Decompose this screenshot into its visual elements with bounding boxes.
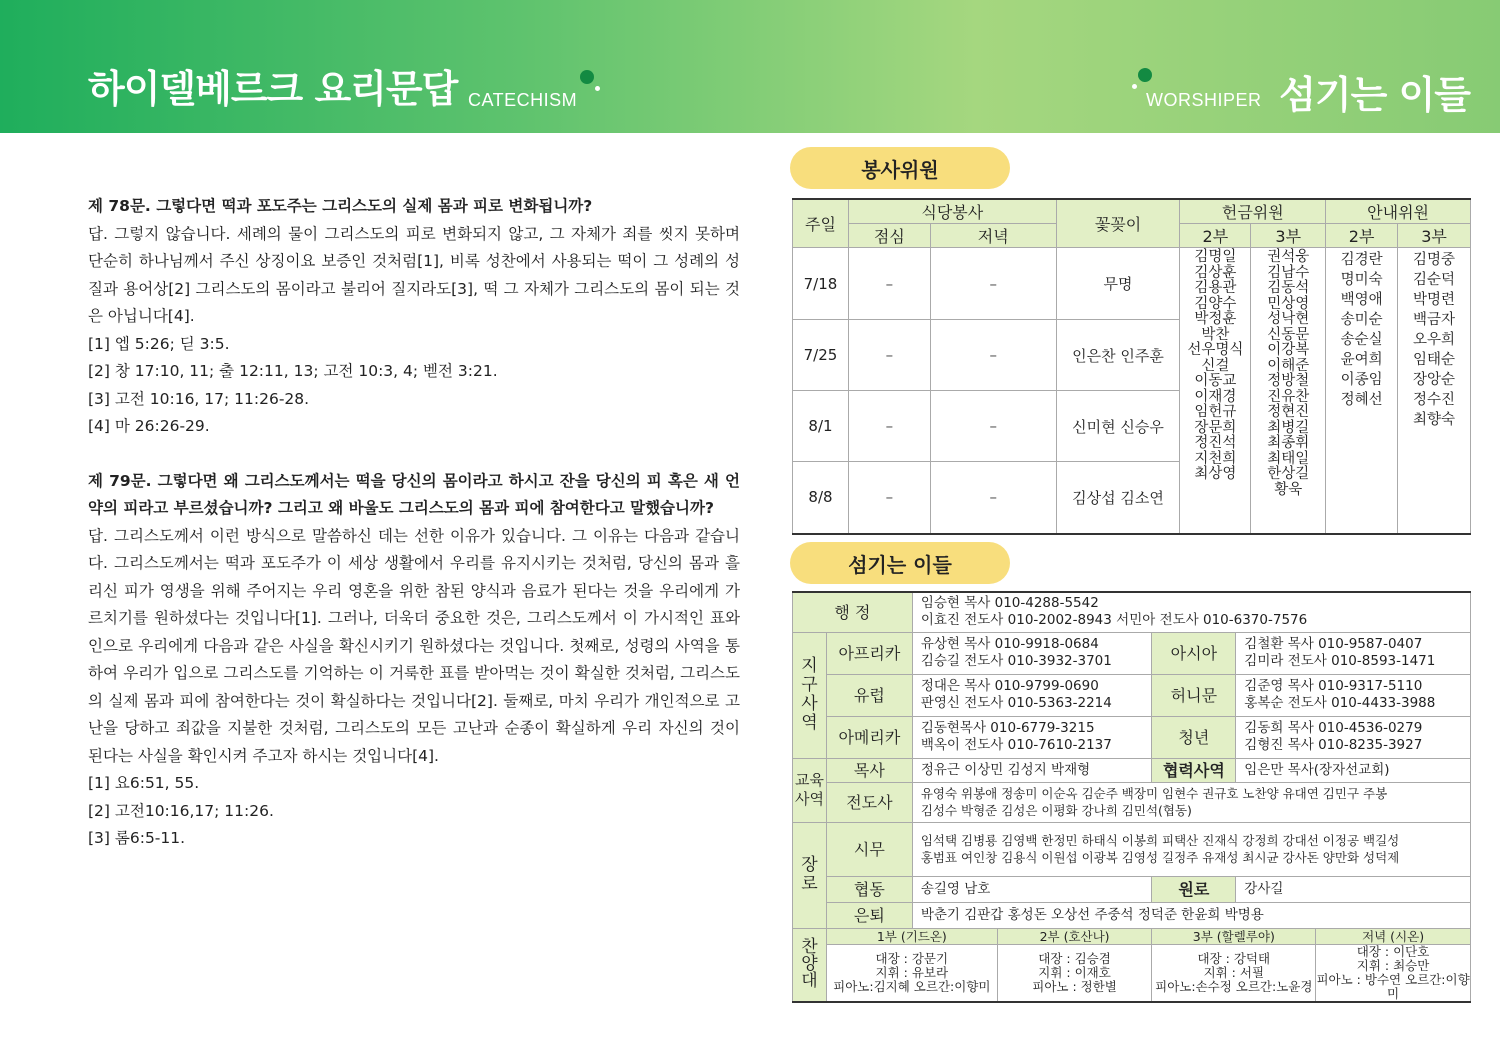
choir-conductor: 지휘 : 최승만	[1356, 957, 1430, 973]
contact-line: 김형진 목사 010-8235-3927	[1244, 737, 1423, 753]
reference: [2] 고전10:16,17; 11:26.	[88, 801, 274, 820]
catechism-subtitle: CATECHISM	[468, 90, 578, 110]
catechism-title: 하이델베르크 요리문답	[88, 67, 458, 111]
answer-78: 답. 그렇지 않습니다. 세례의 물이 그리스도의 피로 변화되지 않고, 그 자체가 죄를 씻지 못하며 단순히 하나님께서 주신 상징이요 보증인 것처럼[1], 비록 성찬에서 사용되는 떡이 그 성례의 성질과 용어상[2] 그리스도의 몸이라고 불리어 질지라도[3], 떡 그 자체가 그리스도의 몸이 되는 것은 아닙니다[4].	[88, 224, 740, 325]
coop-elder-names: 송길영 남호	[912, 876, 1152, 902]
header-part3: 3부	[1251, 224, 1326, 248]
usher-part3-names: 김명중 김순덕 박명련 백금자 오우희 임태순 장앙순 정수진 최향숙	[1398, 248, 1471, 534]
green-dot-icon	[580, 70, 594, 84]
row-date: 8/1	[793, 391, 849, 462]
reference: [1] 요6:51, 55.	[88, 774, 200, 792]
header-offering: 헌금위원	[1180, 199, 1326, 224]
contact-line: 김승길 전도사 010-3932-3701	[920, 653, 1112, 669]
evangelist-label: 전도사	[826, 782, 912, 822]
header-dinner: 저녁	[930, 224, 1056, 248]
answer-79: 답. 그리스도께서 이런 방식으로 말씀하신 데는 선한 이유가 있습니다. 그 이유는 다음과 같습니다. 그리스도께서는 떡과 포도주가 이 세상 생활에서 우리를 유지시키는 것처럼, 당신의 몸과 흘리신 피가 영생을 위해 주어지는 우리 영혼을 위한 참된 양식과 음료가 된다는 것을 우리에게 가르치기를 원하셨다는 것입니다[1]. 그러나, 더욱더 중요한 것은, 그리스도께서 이 가시적인 표와 인으로 우리에게 다음과 같은 사실을 확신시키기 원하셨다는 것입니다. 첫째로, 성령의 사역을 통하여 우리가 입으로 그리스도를 기억하는 이 거룩한 표를 받아먹는 것이 확실한 것처럼, 그리스도의 실제 몸과 피에 참여한다는 것이 확실하다는 것입니다[2]. 둘째로, 마치 우리가 개인적으로 고난을 당하고 죄값을 지불한 것처럼, 그리스도의 모든 고난과 순종이 확실하게 우리 자신의 것이 된다는 사실을 확인시켜 주고자 하시는 것입니다[4].	[88, 526, 740, 765]
youth-label: 청년	[1152, 716, 1236, 758]
contact-line: 유상현 목사 010-9918-0684	[920, 636, 1099, 652]
reference: [2] 창 17:10, 11; 출 12:11, 13; 고전 10:3, 4; 벧전 3:21.	[88, 362, 498, 380]
retired-elder-names: 박춘기 김판갑 홍성돈 오상선 주중석 정덕준 한윤희 박명용	[912, 902, 1470, 928]
contact-line: 김미라 전도사 010-8593-1471	[1244, 653, 1436, 669]
honor-elder-names: 강사길	[1236, 876, 1471, 902]
contact-line: 김동희 목사 010-4536-0279	[1244, 720, 1423, 736]
names-line: 홍범표 여인창 김용식 이원섭 이광복 김영성 길정주 유재성 최시균 강사돈 양만화 성덕제	[920, 850, 1400, 865]
header-meal: 식당봉사	[848, 199, 1056, 224]
elder-label: 장 로	[793, 822, 827, 928]
row-lunch: –	[848, 320, 930, 391]
green-dot-icon	[1138, 68, 1152, 82]
row-dinner: –	[930, 462, 1056, 534]
question-79: 제 79문. 그렇다면 왜 그리스도께서는 떡을 당신의 몸이라고 하시고 잔을 당신의 피 혹은 새 언약의 피라고 부르셨습니까? 그리고 왜 바울도 그리스도의 몸과 피에 참여한다고 말했습니까?	[88, 471, 740, 517]
catechism-text	[88, 193, 740, 853]
education-label: 교육 사역	[793, 758, 827, 822]
asia-label: 아시아	[1152, 632, 1236, 674]
names-line: 김성수 박형준 김성은 이평화 강나희 김민석(협동)	[920, 803, 1192, 818]
row-lunch: –	[848, 248, 930, 320]
row-flower: 신미현 신승우	[1056, 391, 1180, 462]
header-part2: 2부	[1326, 224, 1398, 248]
contact-line: 판영신 전도사 010-5363-2214	[920, 695, 1112, 711]
row-flower: 무명	[1056, 248, 1180, 320]
row-flower: 김상섭 김소연	[1056, 462, 1180, 534]
white-dot-icon	[595, 86, 600, 91]
row-date: 7/25	[793, 320, 849, 391]
names-line: 임석택 김병룡 김영백 한정민 하태식 이봉희 피택산 진재식 강정희 강대선 이정공 백길성	[920, 833, 1400, 848]
usher-part2-names: 김경란 명미숙 백영애 송미순 송순실 윤여희 이종임 정혜선	[1326, 248, 1398, 534]
row-flower: 인은찬 인주훈	[1056, 320, 1180, 391]
choir-leader: 대장 : 이단호	[1356, 943, 1430, 959]
offering-part2-names: 김명일 김상훈 김용관 김양수 박정훈 박찬 선우명식 신걸 이동교 이재경 임헌규 장문희 정진석 지천희 최상영	[1180, 248, 1251, 534]
row-lunch: –	[848, 462, 930, 534]
europe-label: 유럽	[826, 674, 912, 716]
admin-line: 이효진 전도사 010-2002-8943 서민아 전도사 010-6370-7576	[920, 612, 1308, 629]
honor-elder-label: 원로	[1152, 876, 1236, 902]
choir-name: 2부 (호산나)	[997, 928, 1152, 944]
coop-label: 협력사역	[1152, 758, 1236, 782]
contact-line: 백옥이 전도사 010-7610-2137	[920, 737, 1112, 753]
header-part2: 2부	[1180, 224, 1251, 248]
contact-line: 김동현목사 010-6779-3215	[920, 720, 1095, 736]
question-78: 제 78문. 그렇다면 떡과 포도주는 그리스도의 실제 몸과 피로 변화됩니까?	[88, 197, 593, 215]
admin-label: 행 정	[793, 592, 913, 632]
choir-accompanist: 피아노:김지혜 오르간:이향미	[833, 978, 991, 994]
row-dinner: –	[930, 320, 1056, 391]
worshiper-title: 섬기는 이들	[1279, 73, 1470, 117]
header-week: 주일	[793, 199, 849, 248]
header-flower: 꽃꽂이	[1056, 199, 1180, 248]
coop-names: 임은만 목사(장자선교회)	[1236, 758, 1471, 782]
coop-elder-label: 협동	[826, 876, 912, 902]
admin-line: 임승현 목사 010-4288-5542	[920, 595, 1099, 612]
row-lunch: –	[848, 391, 930, 462]
choir-leader: 대장 : 강덕태	[1197, 950, 1271, 966]
names-line: 유영숙 위봉애 정송미 이순옥 김순주 백장미 임현수 권규호 노찬양 유대연 김민구 주봉	[920, 786, 1388, 801]
contact-line: 홍복순 전도사 010-4433-3988	[1244, 695, 1436, 711]
service-table	[792, 198, 1471, 535]
choir-accompanist: 피아노 : 정한별	[1032, 978, 1117, 994]
reference: [1] 엡 5:26; 딛 3:5.	[88, 334, 230, 353]
contact-line: 정대은 목사 010-9799-0690	[920, 678, 1099, 694]
row-date: 7/18	[793, 248, 849, 320]
offering-part3-names: 권석웅 김남수 김동석 민상영 성낙현 신동문 이강복 이해준 정방철 진유찬 정현진 최병길 최종휘 최태일 한상길 황욱	[1251, 248, 1326, 534]
header-usher: 안내위원	[1326, 199, 1471, 224]
reference: [3] 고전 10:16, 17; 11:26-28.	[88, 389, 310, 408]
row-dinner: –	[930, 248, 1056, 320]
reference: [4] 마 26:26-29.	[88, 417, 210, 435]
choir-leader: 대장 : 강문기	[875, 950, 949, 966]
choir-name: 저녁 (시온)	[1316, 928, 1471, 944]
america-label: 아메리카	[826, 716, 912, 758]
service-title-pill: 봉사위원	[790, 147, 1010, 189]
choir-name: 1부 (기드온)	[826, 928, 997, 944]
choir-label: 찬 양 대	[793, 928, 827, 1002]
choir-accompanist: 피아노:손수정 오르간:노윤경	[1155, 978, 1313, 994]
row-dinner: –	[930, 391, 1056, 462]
choir-accompanist: 피아노 : 방수연 오르간:이향미	[1316, 971, 1470, 1001]
choir-conductor: 지휘 : 서필	[1203, 964, 1265, 980]
choir-name: 3부 (할렐루야)	[1152, 928, 1316, 944]
africa-label: 아프리카	[826, 632, 912, 674]
header-banner	[0, 0, 1500, 133]
contact-line: 김철환 목사 010-9587-0407	[1244, 636, 1423, 652]
workers-title-pill: 섬기는 이들	[790, 542, 1010, 584]
header-part3: 3부	[1398, 224, 1471, 248]
pastor-names: 정유근 이상민 김성지 박재형	[912, 758, 1152, 782]
choir-conductor: 지휘 : 이재호	[1038, 964, 1111, 980]
pastor-label: 목사	[826, 758, 912, 782]
workers-table	[792, 591, 1471, 1003]
choir-leader: 대장 : 김승겸	[1038, 950, 1111, 966]
mission-label: 지 구 사 역	[793, 632, 827, 758]
worshiper-subtitle: WORSHIPER	[1146, 90, 1262, 110]
reference: [3] 롬6:5-11.	[88, 829, 186, 847]
header-lunch: 점심	[848, 224, 930, 248]
white-dot-icon	[1132, 84, 1137, 89]
active-elder-label: 시무	[826, 822, 912, 876]
retired-elder-label: 은퇴	[826, 902, 912, 928]
contact-line: 김준영 목사 010-9317-5110	[1244, 678, 1423, 694]
honeymoon-label: 허니문	[1152, 674, 1236, 716]
row-date: 8/8	[793, 462, 849, 534]
choir-conductor: 지휘 : 유보라	[875, 964, 949, 980]
